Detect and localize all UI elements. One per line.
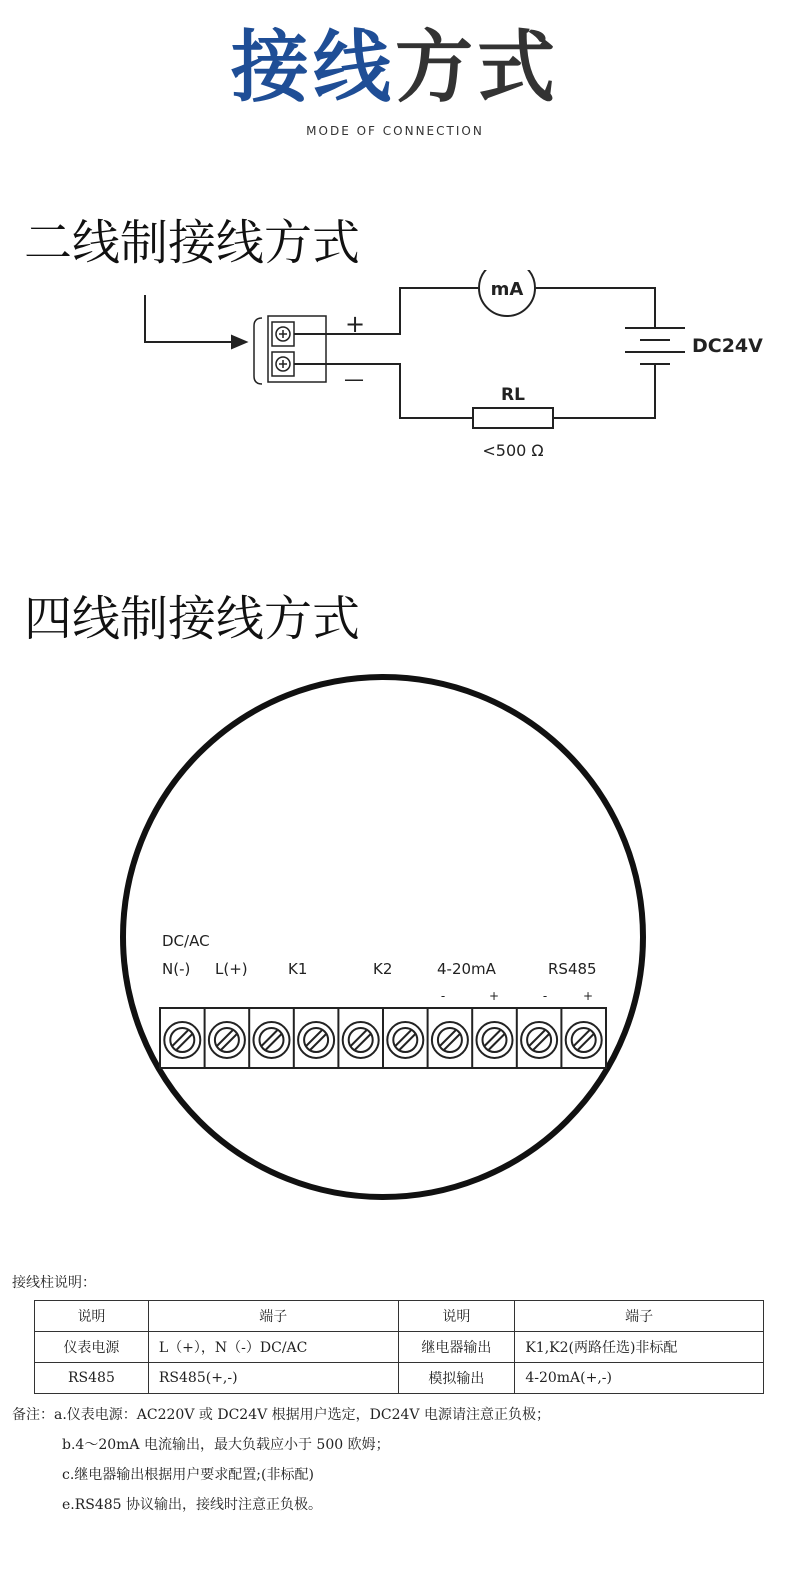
table-row (35, 1332, 764, 1363)
load-limit-label: <500 Ω (482, 441, 544, 460)
title-part-blue: 接线 (230, 23, 395, 113)
wire-meter-battery (536, 288, 655, 328)
table-header-cell: 说明 (398, 1301, 515, 1332)
remark-text: a.仪表电源：AC220V 或 DC24V 根据用户选定，DC24V 电源请注意正负极； (54, 1407, 550, 1423)
page-subtitle: MODE OF CONNECTION (306, 124, 484, 138)
table-cell: 4-20mA(+,-) (515, 1363, 764, 1394)
minus-label: — (344, 367, 364, 391)
terminal-block (268, 316, 326, 382)
wire-plus (294, 288, 478, 334)
table-row (35, 1363, 764, 1394)
terminal-label-k2: K2 (373, 960, 393, 978)
terminal-label-l: L(+) (215, 960, 248, 978)
remarks-label: 备注： (12, 1407, 54, 1423)
supply-label: DC24V (692, 335, 763, 357)
four-wire-title: 四线制接线方式 (24, 591, 361, 647)
wire-battery-load (553, 364, 655, 418)
terminal-bracket (254, 318, 262, 384)
table-cell: RS485(+,-) (148, 1363, 398, 1394)
table-cell: RS485 (35, 1363, 149, 1394)
page-header (0, 22, 790, 138)
battery-icon (625, 328, 685, 364)
title-part-dark: 方式 (395, 23, 560, 113)
load-resistor (473, 408, 553, 428)
table-cell: L（+），N（-）DC/AC (148, 1332, 398, 1363)
two-wire-diagram (0, 270, 790, 480)
power-group-label: DC/AC (162, 932, 210, 950)
table-cell: 继电器输出 (398, 1332, 515, 1363)
table-header-cell: 端子 (148, 1301, 398, 1332)
remark-line: b.4～20mA 电流输出，最大负载应小于 500 欧姆； (62, 1437, 390, 1453)
table-header-cell: 端子 (515, 1301, 764, 1332)
polarity-rs485-minus: - (542, 989, 548, 1003)
table-cell: 仪表电源 (35, 1332, 149, 1363)
remark-line (12, 1404, 550, 1434)
terminal-screw-icon (164, 1022, 200, 1058)
two-wire-title: 二线制接线方式 (24, 215, 361, 271)
terminal-label-k1: K1 (288, 960, 308, 978)
four-wire-diagram (0, 670, 790, 1220)
terminal-label-rs485: RS485 (548, 960, 597, 978)
polarity-analog-minus: - (440, 989, 446, 1003)
terminal-labels (162, 960, 597, 978)
plus-label: + (345, 310, 366, 338)
page-title (0, 22, 790, 114)
input-arrow-line (145, 295, 232, 342)
polarity-rs485-plus: + (582, 989, 594, 1003)
wire-minus (294, 364, 473, 418)
terminal-label-n: N(-) (162, 960, 191, 978)
remark-line: e.RS485 协议输出，接线时注意正负极。 (62, 1497, 323, 1513)
terminal-note-heading: 接线柱说明： (12, 1275, 96, 1291)
terminal-label-analog: 4-20mA (437, 960, 496, 978)
terminal-table (34, 1300, 764, 1394)
polarity-analog-plus: + (488, 989, 500, 1003)
load-label: RL (501, 385, 525, 405)
remarks (12, 1404, 550, 1524)
table-cell: 模拟输出 (398, 1363, 515, 1394)
table-header-cell: 说明 (35, 1301, 149, 1332)
input-arrowhead (232, 336, 246, 348)
meter-label: mA (490, 279, 524, 300)
remark-line: c.继电器输出根据用户要求配置;(非标配) (62, 1467, 314, 1483)
table-header-row (35, 1301, 764, 1332)
table-cell: K1,K2(两路任选)非标配 (515, 1332, 764, 1363)
